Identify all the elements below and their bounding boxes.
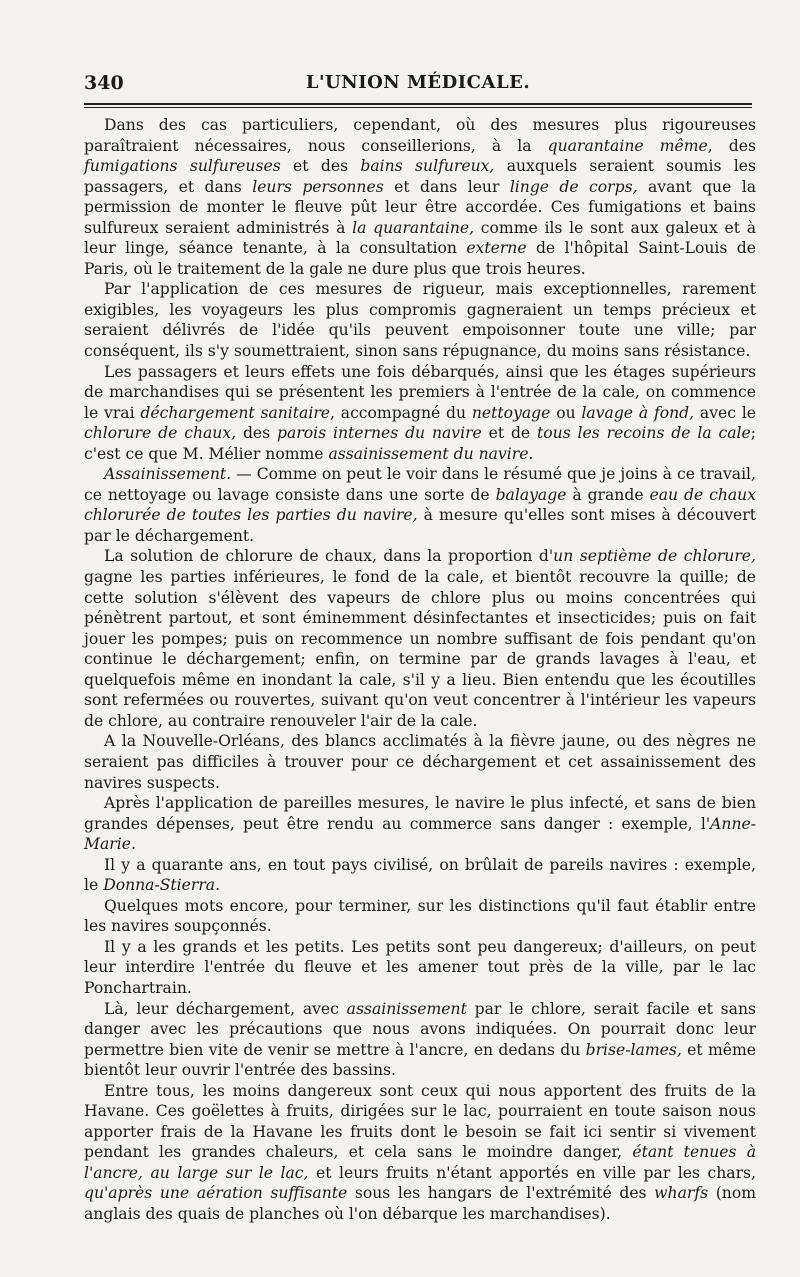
running-title: L'UNION MÉDICALE. — [305, 72, 531, 93]
italic-text: bains sulfureux, — [360, 157, 495, 176]
italic-text: quarantaine même — [547, 136, 708, 155]
italic-text: assainissement — [346, 999, 467, 1018]
paragraph — [84, 464, 756, 546]
text-run: Les passagers et leurs effets une fois débarqués, ainsi que les étages supérieurs de marchandises qui se présentent les premiers à l'entrée de la cale, on commence le vrai — [84, 362, 756, 422]
paragraph — [84, 793, 756, 855]
italic-text: Donna-Stierra — [103, 876, 216, 895]
text-run: Là, leur déchargement, avec — [104, 999, 347, 1018]
text-run: avant que la permission de monter le fleuve pût leur être accordée. Ces fumigations et bains sulfureux seraient administrés à — [84, 177, 756, 237]
italic-text: déchargement sanitaire — [140, 403, 331, 422]
text-run: Il y a quarante ans, en tout pays civilisé, on brûlait de pareils navires : exemple, le — [84, 855, 756, 895]
text-run: par le chlore, serait facile et sans danger avec les précautions que nous avons indiquées. On pourrait donc leur permettre bien vite de venir se mettre à l'ancre, en dedans du — [84, 999, 756, 1059]
italic-text: linge de corps, — [509, 177, 638, 196]
text-run: et de — [481, 424, 538, 443]
paragraph — [84, 546, 756, 731]
text-run: , accompagné du — [330, 403, 472, 422]
text-run: Il y a les grands et les petits. Les petits sont peu dangereux; d'ailleurs, on peut leur interdire l'entrée du fleuve et les amener tout près de la ville, par le lac Ponchartrain. — [84, 937, 756, 997]
text-run: ou — [550, 403, 582, 422]
italic-text: brise-lames, — [585, 1040, 682, 1059]
paragraph — [84, 896, 756, 937]
text-run: (nom anglais des quais de planches où l'on débarque les marchandises). — [84, 1184, 756, 1223]
paragraph — [84, 362, 756, 465]
header-rule-thin — [84, 107, 752, 108]
text-run: de l'hôpital Saint-Louis de Paris, où le traitement de la gale ne dure plus que trois heures. — [84, 239, 756, 278]
text-run: La solution de chlorure de chaux, dans la proportion d' — [104, 547, 554, 566]
italic-text: nettoyage — [471, 403, 551, 422]
text-run: — Comme on peut le voir dans le résumé que je joins à ce travail, ce nettoyage ou lavage consiste dans une sorte de — [84, 465, 756, 504]
paragraph — [84, 937, 756, 999]
text-run: sous les hangars de l'extrémité des — [347, 1184, 655, 1203]
paragraph — [84, 731, 756, 793]
text-run: auxquels seraient soumis les passagers, et dans — [84, 157, 757, 196]
italic-text: balayage — [495, 485, 567, 504]
text-run: A la Nouvelle-Orléans, des blancs acclimatés à la fièvre jaune, ou des nègres ne seraient pas difficiles à trouver pour ce déchargement et cet assainissement des navires suspects. — [84, 732, 756, 792]
italic-text: tous les recoins de la cale — [537, 424, 751, 443]
italic-text: la quarantaine, — [352, 218, 475, 237]
text-run: ; c'est ce que M. Mélier nomme — [84, 424, 756, 463]
text-run: avec le — [694, 403, 756, 422]
italic-text: wharfs — [654, 1184, 709, 1203]
text-run: Quelques mots encore, pour terminer, sur les distinctions qu'il faut établir entre les navires soupçonnés. — [84, 896, 756, 936]
text-run: . — [215, 876, 221, 895]
text-run: comme ils le sont aux galeux et à leur linge, séance tenante, à la consultation — [84, 218, 756, 258]
italic-text: leurs personnes — [252, 177, 384, 196]
text-run: Entre tous, les moins dangereux sont ceux qui nous apportent des fruits de la Havane. Ces goëlettes à fruits, dirigées sur le lac, pourraient en toute saison nous apporter frais de la Havane les fruits dont le besoin se fait ici sentir si vivement pendant les grandes chaleurs, et cela sans le moindre danger, — [84, 1081, 756, 1162]
italic-text: Assainissement. — [104, 465, 232, 484]
italic-text: lavage à fond, — [581, 403, 695, 422]
italic-text: chlorure de chaux, — [84, 424, 237, 443]
paragraph — [84, 115, 756, 279]
text-run: et des — [280, 157, 361, 176]
text-run: . — [130, 835, 136, 854]
paragraph — [84, 999, 756, 1081]
text-run: Dans des cas particuliers, cependant, où des mesures plus rigoureuses paraîtraient nécessaires, nous conseillerions, à la — [84, 116, 756, 155]
italic-text: fumigations sulfureuses — [84, 157, 281, 176]
text-run: et dans leur — [383, 177, 510, 196]
italic-text: qu'après une aération suffisante — [84, 1184, 348, 1203]
text-run: Après l'application de pareilles mesures, le navire le plus infecté, et sans de bien grandes dépenses, peut être rendu au commerce sans danger : exemple, l' — [84, 794, 756, 833]
italic-text: assainissement du navire. — [328, 444, 534, 463]
text-run: Par l'application de ces mesures de rigueur, mais exceptionnelles, rarement exigibles, les voyageurs les plus compromis gagneraient un temps précieux et seraient délivrés de l'idée qu'ils peuvent empoisonner toute une ville; par conséquent, ils s'y soumettraient, sinon sans répugnance, du moins sans résistance. — [84, 280, 756, 361]
text-run: et même bientôt leur ouvrir l'entrée des bassins. — [84, 1040, 756, 1080]
text-run: , des — [707, 136, 756, 155]
text-run: et leurs fruits n'étant apportés en ville par les chars, — [308, 1163, 756, 1182]
body-text — [84, 115, 756, 1225]
page-number: 340 — [84, 72, 124, 94]
paragraph — [84, 279, 756, 361]
italic-text: étant tenues à l'ancre, au large sur le lac, — [84, 1143, 757, 1182]
paragraph — [84, 855, 756, 896]
page-header — [84, 72, 752, 102]
text-run: gagne les parties inférieures, le fond de la cale, et bientôt recouvre la quille; de cette solution s'élèvent des vapeurs de chlore plus ou moins concentrées qui pénètrent partout, et sont éminemment désinfectantes et insecticides; puis on fait jouer les pompes; puis on recommence un nombre suffisant de fois pendant qu'on continue le déchargement; enfin, on termine par de grands lavages à l'eau, et quelquefois même en inondant la cale, s'il y a lieu. Bien entendu que les écoutilles sont refermées ou rouvertes, suivant qu'on veut concentrer à l'intérieur les vapeurs de chlore, au contraire renouveler l'air de la cale. — [84, 568, 756, 730]
italic-text: parois internes du navire — [277, 424, 482, 443]
italic-text: un septième de chlorure, — [553, 547, 756, 566]
italic-text: Anne-Marie — [84, 814, 756, 854]
italic-text: externe — [466, 239, 527, 258]
text-run: des — [236, 424, 278, 443]
text-run: à grande — [566, 485, 650, 504]
text-run: à mesure qu'elles sont mises à découvert par le déchargement. — [84, 506, 756, 545]
italic-text: eau de chaux chlorurée de toutes les parties du navire, — [84, 485, 756, 525]
paragraph — [84, 1081, 756, 1225]
header-rule — [84, 103, 752, 105]
